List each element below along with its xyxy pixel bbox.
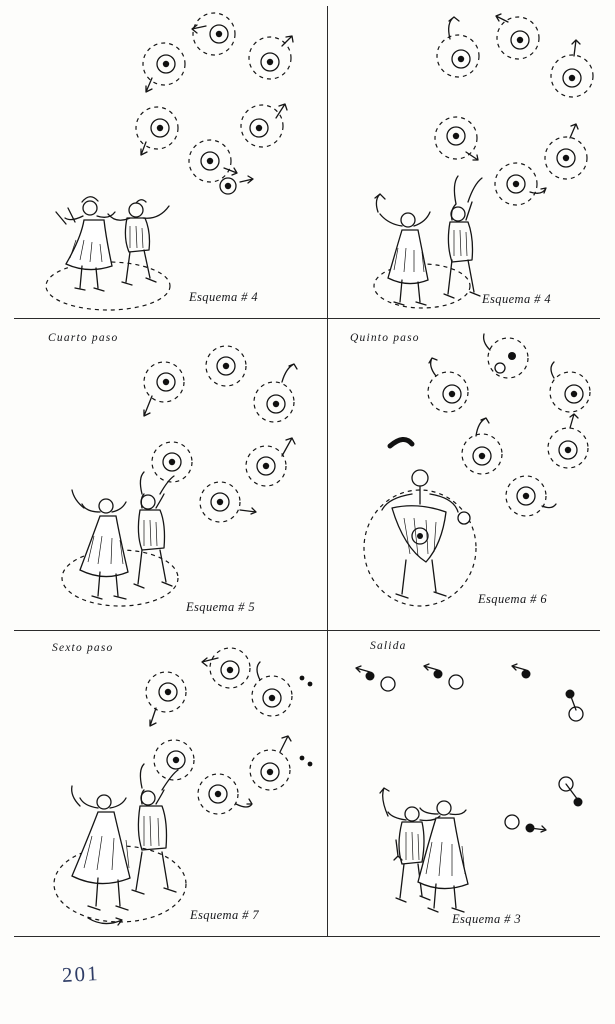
dancer-marker (435, 117, 478, 160)
panel-1-couple-figure (22, 186, 192, 318)
panel-3-dancer-markers (14, 320, 327, 630)
panel-top-left (14, 6, 327, 318)
dancer-marker (462, 418, 502, 474)
dancer-marker (249, 36, 293, 79)
panel-2-caption: Esquema # 4 (482, 292, 551, 306)
panel-1-caption: Esquema # 4 (189, 290, 258, 304)
dancer-marker (200, 482, 256, 522)
panel-middle-right (330, 320, 600, 630)
dancer-marker (545, 124, 587, 179)
dancer-marker (512, 664, 531, 679)
dancer-marker (551, 40, 593, 97)
dancer-marker (506, 476, 556, 516)
panel-5-couple-figure (38, 762, 208, 930)
dancer-marker (192, 13, 235, 55)
dancer-marker (496, 14, 539, 59)
panel-middle-left (14, 320, 327, 630)
dancer-marker (136, 107, 178, 155)
dancer-marker (189, 140, 237, 182)
dancer-marker (484, 334, 528, 378)
panel-6-step-label: Salida (370, 640, 407, 652)
dancer-marker (505, 815, 546, 833)
panel-4-step-label: Quinto paso (350, 332, 420, 344)
dancer-marker (428, 358, 468, 412)
panel-divider-vertical (327, 6, 328, 936)
dancer-marker (144, 362, 184, 416)
panel-4-caption: Esquema # 6 (478, 592, 547, 606)
panel-5-dancer-markers (14, 632, 327, 936)
panel-5-step-label: Sexto paso (52, 642, 114, 654)
panel-6-caption: Esquema # 3 (452, 912, 521, 926)
panel-2-dancer-markers (330, 6, 600, 318)
panel-6-dancer-markers (330, 632, 600, 936)
panel-divider-horizontal-2 (14, 630, 600, 631)
panel-5-caption: Esquema # 7 (190, 908, 259, 922)
dancer-marker (495, 163, 546, 205)
dancer-marker (241, 104, 287, 147)
dancer-marker (437, 17, 479, 77)
panel-3-couple-figure (44, 468, 204, 624)
dancer-marker (252, 662, 292, 716)
panel-divider-horizontal-3 (14, 936, 600, 937)
panel-1-dancer-markers (14, 6, 327, 318)
dancer-marker (356, 666, 395, 691)
panel-divider-horizontal-1 (14, 318, 600, 319)
dancer-marker (424, 664, 463, 689)
dancer-marker (550, 362, 590, 412)
dancer-marker (250, 736, 291, 790)
dancer-marker (154, 740, 194, 780)
panel-bottom-left (14, 632, 327, 936)
dancer-marker (246, 438, 295, 486)
dancer-marker (559, 777, 583, 807)
panel-3-caption: Esquema # 5 (186, 600, 255, 614)
dancer-marker (548, 414, 588, 468)
dancer-marker (146, 672, 186, 726)
dancer-marker (220, 176, 253, 194)
dancer-marker (198, 774, 252, 814)
panel-3-step-label: Cuarto paso (48, 332, 119, 344)
page-number: 201 (61, 961, 101, 987)
dancer-marker (152, 442, 192, 482)
dancer-marker (254, 364, 297, 422)
dancer-marker (143, 43, 185, 92)
dancer-marker (566, 690, 584, 722)
dancer-marker (206, 346, 246, 386)
panel-top-right (330, 6, 600, 318)
panel-bottom-right (330, 632, 600, 936)
panel-4-dancer-markers (330, 320, 600, 630)
dancer-marker (202, 648, 250, 688)
